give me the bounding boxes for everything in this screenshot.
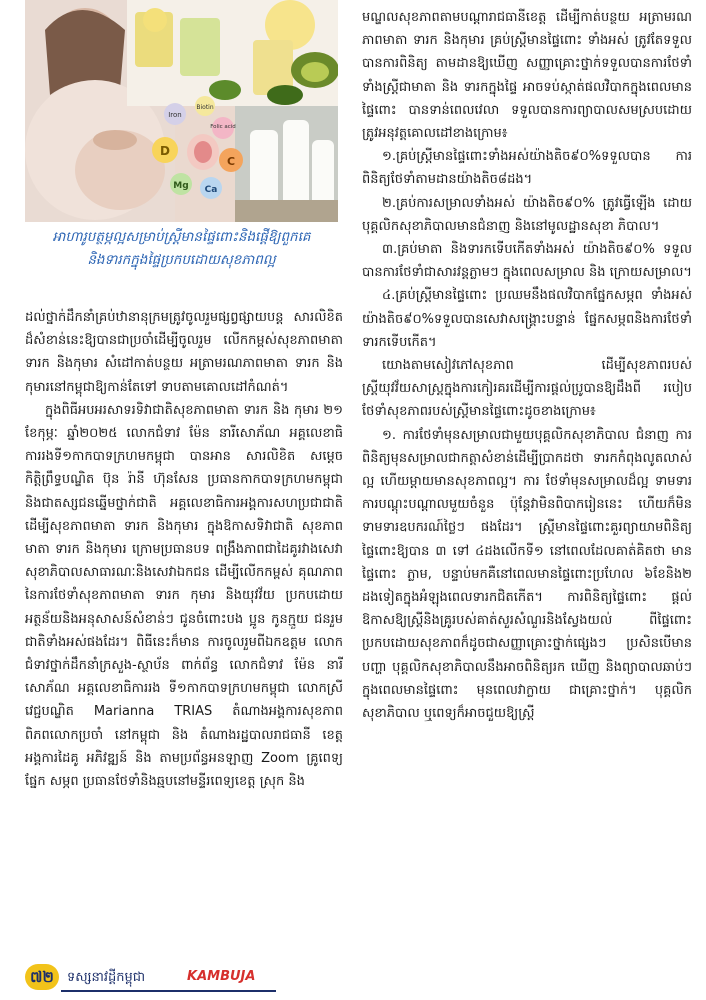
pregnant-woman-nutrition-illustration xyxy=(25,0,338,222)
iron-icon: Iron xyxy=(168,111,182,119)
page-footer xyxy=(25,964,275,994)
caption-line-2: និងទារកក្នុងផ្ទៃប្រកបដោយសុខភាពល្អ xyxy=(87,252,276,268)
paragraph: ដល់ថ្នាក់ដឹកនាំគ្រប់ឋានានុក្រមត្រូវចូលរួមផ្សព្វផ្សាយបន្ត សារលិខិត ដ៏សំខាន់នេះឱ្យបានជាប្រចាំដើម្បីចូលរួម លើកកម្ពស់សុខភាពមាតា ទារក និងកុមារ សំដៅកាត់បន្ថយ អត្រាមរណភាពមាតា ទារក និងកុមារនៅកម្ពុជាឱ្យកាន់តែទៅ ទាបតាមគោលដៅកំណត់។ xyxy=(25,310,343,395)
article-photo xyxy=(25,0,338,222)
paragraph: ក្នុងពិធីអបអរសាទរទិវាជាតិសុខភាពមាតា ទារក និង កុមារ ២១ ខែកុម្ភៈ ឆ្នាំ២០២៥ លោកជំទាវ ម៉ែន នារីសោភ័ណ អគ្គលេខាធិការរងទី១កាកបាទក្រហមកម្ពុជា បានអាន សារលិខិត សម្តេចកិត្តិព្រឹទ្ធបណ្ឌិត ប៊ុន រ៉ានី ហ៊ុនសែន ប្រធានកាកបាទក្រហមកម្ពុជា និងជាតស្សជនឆ្នើមថ្នាក់ជាតិ អគ្គលេខាធិការអង្គការសហប្រជាជាតិ ដើម្បីសុខភាពមាតា ទារក និងកុមារ ក្នុងឱកាសទិវាជាតិ សុខភាពមាតា ទារក និងកុមារ ក្រោមប្រធានបទ ពង្រឹងភាពជាដៃគូរវាងសេវា សុខាភិបាលសាធារណៈនិងសេវាឯកជន ដើម្បីលើកកម្ពស់ គុណភាពនៃការថែទាំសុខភាពមាតា ទារក កុមារ និងយុវវ័យ ប្រកបដោយអត្ថន័យនិងអនុសាសន៍សំខាន់ៗ ជូនចំពោះបង ប្អូន កូនក្មួយ ជនរួមជាតិទាំងអស់ផងដែរ។ ពិធីនេះក៏មាន ការចូលរួមពីឯកឧត្តម លោកជំទាវថ្នាក់ដឹកនាំក្រសួង-ស្ថាប័ន ពាក់ព័ន្ធ លោកជំទាវ ម៉ែន នារីសោភ័ណ អគ្គលេខាធិការរង ទី១កាកបាទក្រហមកម្ពុជា លោកស្រីវេជ្ជបណ្ឌិត Marianna TRIAS តំណាងអង្គការសុខភាពពិភពលោកប្រចាំ នៅកម្ពុជា និង តំណាងរដ្ឋបាលរាជធានី ខេត្ត អង្គការដៃគូ អភិវឌ្ឍន៍ និង តាមប្រព័ន្ធអនឡាញ Zoom គ្រូពេទ្យផ្នែក សម្ភព ប្រធានថែទាំនិងឆ្មបនៅមន្ទីរពេទ្យខេត្ត ស្រុក និង xyxy=(25,402,343,790)
footer-divider xyxy=(61,990,276,992)
page-number: ៧២ xyxy=(25,964,59,990)
paragraph: ១. ការថែទាំមុនសម្រាលជាមួយបុគ្គលិកសុខាភិបាល ជំនាញ ការពិនិត្យមុនសម្រាលជាកត្តាសំខាន់ដើម្បីប្រាកដថា ទារកកំពុងលូតលាស់ល្អ ហើយម្ដាយមានសុខភាពល្អ។ ការ ថែទាំមុនសម្រាលដ៏ល្អ ទាមទារការបណ្ដុះបណ្ដាលមួយចំនួន ប៉ុន្តែវាមិនពិបាករៀននេះ ហើយក៏មិនទាមទារឧបករណ៍ថ្លៃៗ ផងដែរ។ ស្ត្រីមានផ្ទៃពោះគួរព្យាយាមពិនិត្យផ្ទៃពោះឱ្យបាន ៣ ទៅ ៤ដងលើកទី១ នៅពេលដែលគាត់គិតថា មានផ្ទៃពោះ ភ្លាម, បន្ទាប់មកគឺនៅពេលមានផ្ទៃពោះប្រហែល ៦ខែនិង២ ដងទៀតក្នុងអំឡុងពេលទារកជិតកើត។ ការពិនិត្យផ្ទៃពោះ ផ្ដល់ឱកាសឱ្យស្ត្រីនិងគ្រូរបស់គាត់សួរសំណួរនិងស្វែងយល់ ពីផ្ទៃពោះប្រកបដោយសុខភាពក៏ដូចជាសញ្ញាគ្រោះថ្នាក់ផ្សេងៗ ប្រសិនបើមានបញ្ហា បុគ្គលិកសុខាភិបាលនឹងអាចពិនិត្យរក ឃើញ និងព្យាបាលឆាប់ៗក្នុងពេលមានផ្ទៃពោះ មុនពេលវាក្លាយ ជាគ្រោះថ្នាក់។ បុគ្គលិកសុខាភិបាល ឬពេទ្យក៏អាចជួយឱ្យស្ត្រី xyxy=(362,427,692,722)
photo-caption xyxy=(25,226,338,272)
left-column xyxy=(25,306,343,793)
calcium-icon: Ca xyxy=(204,185,218,195)
caption-line-1: អាហារូបត្ថម្ភល្អសម្រាប់ស្ត្រីមានផ្ទៃពោះនិងផ្តើឱ្យពួកគេ xyxy=(52,229,311,245)
paragraph: យោងតាមសៀវភៅសុខភាព ដើម្បីសុខភាពរបស់ ស្ត្រីយុវវ័យសាស្ត្រក្នុងការកៀរគរដើម្បីការផ្ដល់ប្រូបានឱ្យដឹងពី របៀបថែទាំសុខភាពរបស់ស្ត្រីមានផ្ទៃពោះដូចខាងក្រោម៖ xyxy=(362,358,692,420)
vitamin-d-icon: D xyxy=(160,144,170,158)
goal-item-1: ១.គ្រប់ស្ត្រីមានផ្ទៃពោះទាំងអស់យ៉ាងតិច៩០%ទទួលបាន ការពិនិត្យថែទាំតាមដានយ៉ាងតិច៨ដង។ xyxy=(362,149,692,188)
folic-acid-icon: Folic acid xyxy=(210,124,236,130)
goal-item-2: ២.គ្រប់ការសម្រាលទាំងអស់ យ៉ាងតិច៩០% ត្រូវធ្វើឡើង ដោយបុគ្គលិកសុខាភិបាលមានជំនាញ និងនៅមូលដ្ឋានសុខា ភិបាល។ xyxy=(362,195,692,234)
goal-item-4: ៤.គ្រប់ស្ត្រីមានផ្ទៃពោះ ប្រឈមនឹងផលវិបាកផ្នែកសម្ភព ទាំងអស់យ៉ាងតិច៩០%ទទួលបានសេវាសង្គ្រោះបន្ទាន់ ផ្នែកសម្ភពនិងការថែទាំទារកទើបកើត។ xyxy=(362,288,692,350)
brand-name: KAMBUJA xyxy=(187,969,256,984)
goal-item-3: ៣.គ្រប់មាតា និងទារកទើបកើតទាំងអស់ យ៉ាងតិច៩០% ទទួលបានការថែទាំជាសារវន្តភ្លាមៗ ក្នុងពេលសម្រាល និង ក្រោយសម្រាល។ xyxy=(362,242,692,281)
magnesium-icon: Mg xyxy=(173,181,189,191)
milk-bottle xyxy=(250,130,278,206)
vitamin-c-icon: C xyxy=(226,155,236,168)
paragraph: មណ្ឌលសុខភាពតាមបណ្ដារាជធានីខេត្ត ដើម្បីកាត់បន្ថយ អត្រាមរណភាពមាតា ទារក និងកុមារ គ្រប់ស្ត្រីមានផ្ទៃពោះ ទាំងអស់ ត្រូវតែទទួល បានការពិនិត្យ តាមដានឱ្យឃើញ សញ្ញាគ្រោះថ្នាក់ទទួលបានការថែទាំ ទាំងស្ត្រីជាមាតា និង ទារកក្នុងផ្ទៃ អាចទប់ស្កាត់ផលវិបាកក្នុងពេលមានផ្ទៃពោះ បានទាន់ពេលវេលា ទទួលបានការព្យាបាលសមស្របដោយ ត្រូវអនុវត្តគោលដៅខាងក្រោម៖ xyxy=(362,10,692,142)
biotin-icon: Biotin xyxy=(196,104,214,111)
magazine-name: ទស្សនាវដ្ដីកម្ពុជា xyxy=(67,970,146,985)
right-column xyxy=(362,6,692,725)
